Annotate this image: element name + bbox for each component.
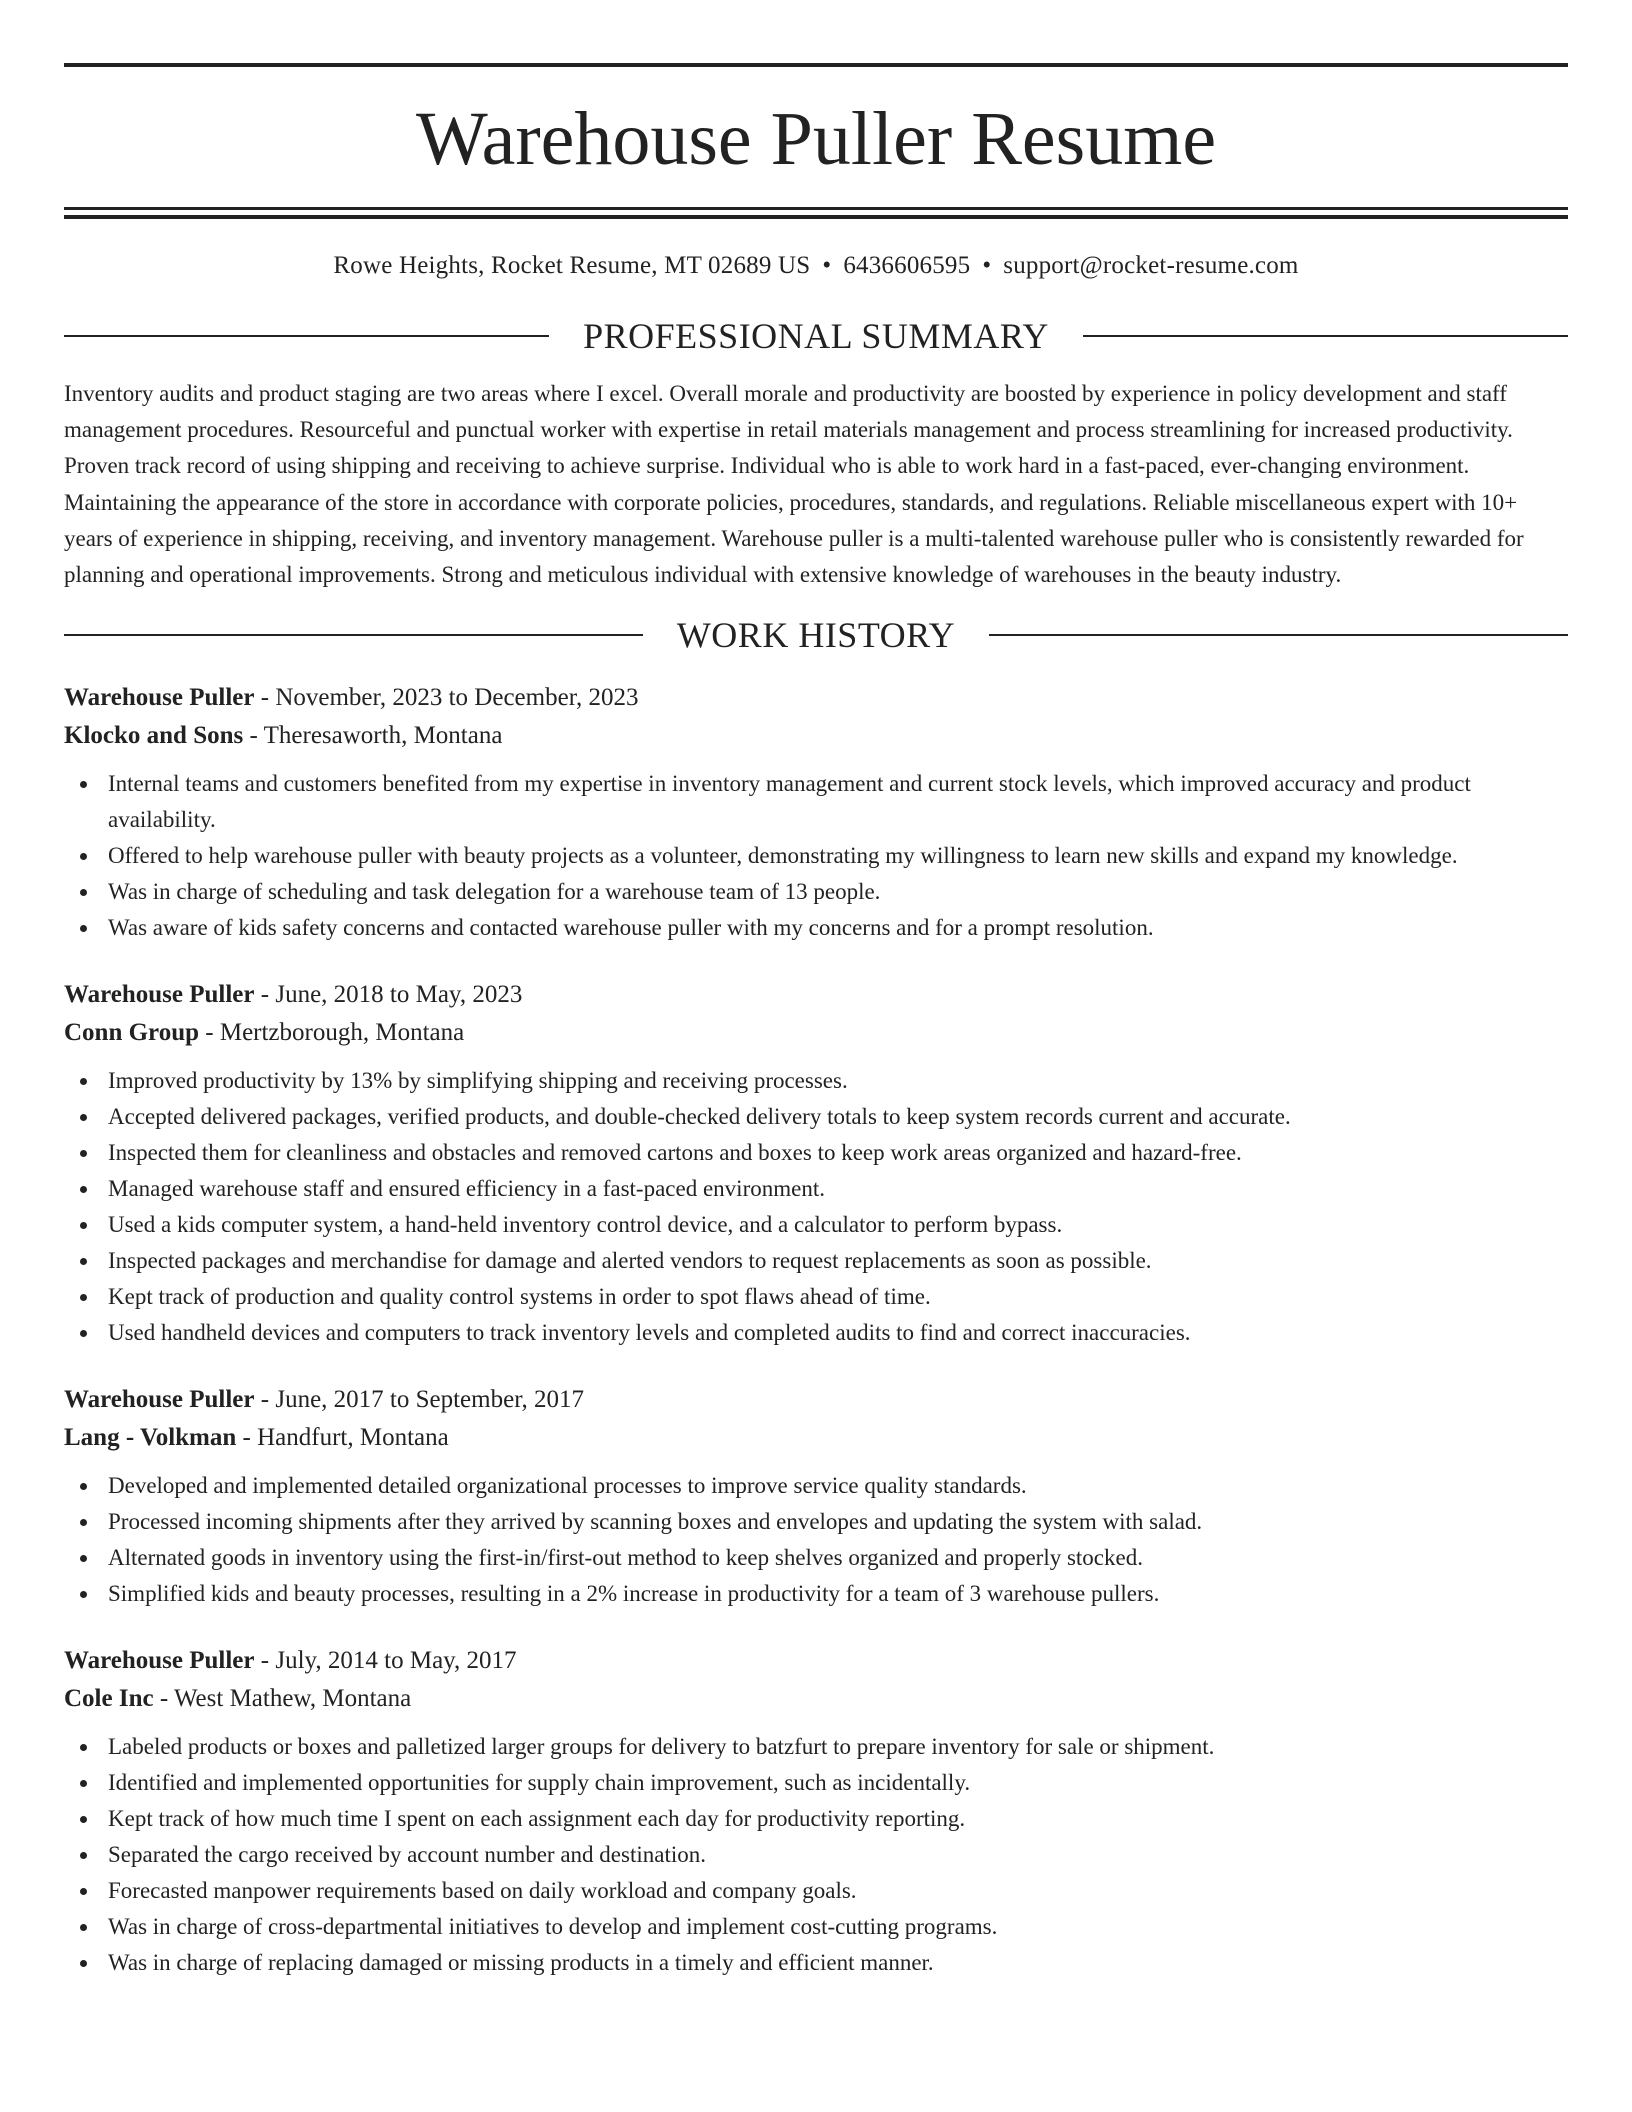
job-title-line [64, 679, 1568, 717]
job-company: Cole Inc [64, 1685, 154, 1713]
job-bullet-item: Accepted delivered packages, verified products, and double-checked delivery totals to keep system records current and accurate. [64, 1099, 1568, 1135]
job-dates: - November, 2023 to December, 2023 [254, 684, 639, 712]
job-bullet-item: Separated the cargo received by account number and destination. [64, 1837, 1568, 1873]
job-location: - Mertzborough, Montana [199, 1019, 465, 1047]
job-bullet-item: Developed and implemented detailed organizational processes to improve service quality standards. [64, 1468, 1568, 1504]
job-bullet-item: Simplified kids and beauty processes, resulting in a 2% increase in productivity for a team of 3 warehouse pullers. [64, 1576, 1568, 1612]
job-dates: - June, 2017 to September, 2017 [254, 1386, 585, 1414]
job-bullet-item: Inspected them for cleanliness and obstacles and removed cartons and boxes to keep work areas organized and hazard-free. [64, 1135, 1568, 1171]
job-dates: - July, 2014 to May, 2017 [254, 1647, 517, 1675]
title-double-divider [64, 207, 1568, 219]
contact-line [64, 251, 1568, 281]
heading-rule-right [989, 634, 1568, 636]
section-heading-work-history [64, 615, 1568, 656]
job-bullet-list [64, 1063, 1568, 1351]
job-bullet-item: Used a kids computer system, a hand-held inventory control device, and a calculator to perform bypass. [64, 1207, 1568, 1243]
summary-text: Inventory audits and product staging are two areas where I excel. Overall morale and productivity are boosted by experience in policy development and staff management procedures. Resourceful and punctual worker with expertise in retail materials management and process streamlining for increased productivity. Proven track record of using shipping and receiving to achieve surprise. Individual who is able to work hard in a fast-paced, ever-changing environment. Maintaining the appearance of the store in accordance with corporate policies, procedures, standards, and regulations. Reliable miscellaneous expert with 10+ years of experience in shipping, receiving, and inventory management. Warehouse puller is a multi-talented warehouse puller who is consistently rewarded for planning and operational improvements. Strong and meticulous individual with extensive knowledge of warehouses in the beauty industry. [64, 381, 1524, 588]
job-company: Lang - Volkman [64, 1424, 237, 1452]
heading-rule-left [64, 634, 643, 636]
section-heading-label: PROFESSIONAL SUMMARY [583, 316, 1049, 356]
job-bullet-item: Was aware of kids safety concerns and contacted warehouse puller with my concerns and for a prompt resolution. [64, 910, 1568, 946]
job-bullet-item: Used handheld devices and computers to track inventory levels and completed audits to find and correct inaccuracies. [64, 1315, 1568, 1351]
job-title-line [64, 976, 1568, 1014]
section-heading-label: WORK HISTORY [676, 615, 956, 656]
job-bullet-item: Kept track of how much time I spent on each assignment each day for productivity reporting. [64, 1801, 1568, 1837]
job-location: - Theresaworth, Montana [243, 722, 503, 750]
job-company-line [64, 1014, 1568, 1052]
job-title: Warehouse Puller [64, 684, 255, 712]
contact-email: support@rocket-resume.com [1003, 252, 1299, 279]
job-company: Conn Group [64, 1019, 200, 1047]
job-entry [64, 1381, 1568, 1612]
job-title: Warehouse Puller [64, 1386, 255, 1414]
job-entry [64, 1642, 1568, 1981]
job-location: - Handfurt, Montana [236, 1424, 449, 1452]
job-title-line [64, 1642, 1568, 1680]
job-bullet-item: Identified and implemented opportunities for supply chain improvement, such as incidentally. [64, 1765, 1568, 1801]
job-company-line [64, 1680, 1568, 1718]
job-bullet-list [64, 1729, 1568, 1981]
section-heading-summary [64, 318, 1568, 354]
top-divider [64, 63, 1568, 67]
job-bullet-item: Was in charge of scheduling and task delegation for a warehouse team of 13 people. [64, 874, 1568, 910]
job-dates: - June, 2018 to May, 2023 [254, 981, 523, 1009]
job-bullet-item: Processed incoming shipments after they arrived by scanning boxes and envelopes and updating the system with salad. [64, 1504, 1568, 1540]
contact-phone: 6436606595 [843, 252, 971, 279]
job-company: Klocko and Sons [64, 722, 244, 750]
job-bullet-item: Was in charge of replacing damaged or missing products in a timely and efficient manner. [64, 1945, 1568, 1981]
heading-rule-left [64, 335, 549, 337]
job-location: - West Mathew, Montana [153, 1685, 412, 1713]
contact-separator: • [822, 252, 832, 279]
contact-address: Rowe Heights, Rocket Resume, MT 02689 US [333, 252, 811, 279]
job-bullet-item: Offered to help warehouse puller with beauty projects as a volunteer, demonstrating my willingness to learn new skills and expand my knowledge. [64, 838, 1568, 874]
job-bullet-item: Alternated goods in inventory using the first-in/first-out method to keep shelves organized and properly stocked. [64, 1540, 1568, 1576]
work-history-list [64, 679, 1568, 1981]
job-bullet-list [64, 1468, 1568, 1612]
job-bullet-list [64, 766, 1568, 946]
job-bullet-item: Improved productivity by 13% by simplifying shipping and receiving processes. [64, 1063, 1568, 1099]
job-bullet-item: Forecasted manpower requirements based on daily workload and company goals. [64, 1873, 1568, 1909]
job-title-line [64, 1381, 1568, 1419]
heading-rule-right [1083, 335, 1568, 337]
job-bullet-item: Internal teams and customers benefited from my expertise in inventory management and current stock levels, which improved accuracy and product availability. [64, 766, 1568, 838]
job-bullet-item: Was in charge of cross-departmental initiatives to develop and implement cost-cutting programs. [64, 1909, 1568, 1945]
job-bullet-item: Managed warehouse staff and ensured efficiency in a fast-paced environment. [64, 1171, 1568, 1207]
job-bullet-item: Inspected packages and merchandise for damage and alerted vendors to request replacements as soon as possible. [64, 1243, 1568, 1279]
contact-separator: • [982, 252, 992, 279]
job-title: Warehouse Puller [64, 981, 255, 1009]
resume-page [64, 0, 1568, 1981]
job-company-line [64, 1419, 1568, 1457]
job-bullet-item: Labeled products or boxes and palletized larger groups for delivery to batzfurt to prepare inventory for sale or shipment. [64, 1729, 1568, 1765]
job-entry [64, 679, 1568, 946]
job-bullet-item: Kept track of production and quality control systems in order to spot flaws ahead of time. [64, 1279, 1568, 1315]
resume-title: Warehouse Puller Resume [415, 97, 1217, 181]
job-entry [64, 976, 1568, 1351]
job-title: Warehouse Puller [64, 1647, 255, 1675]
job-company-line [64, 717, 1568, 755]
